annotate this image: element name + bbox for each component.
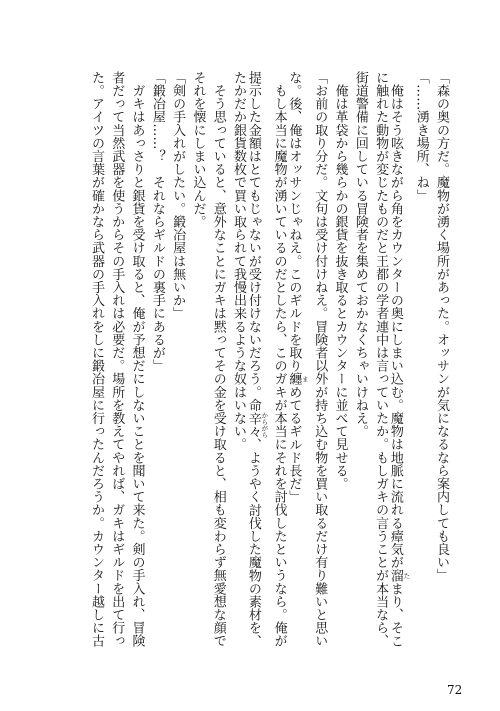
- line-text: 街道警備に回している冒険者を集めておかなくちゃいけねえ。: [352, 71, 368, 438]
- ruby-base: 纏: [286, 372, 302, 386]
- ruby-base: 溜: [387, 568, 403, 582]
- line-text: 「……湧き場所、ね」: [413, 71, 429, 202]
- line-text: な。後、俺はオッサンじゃねえ。このギルドを取り: [286, 71, 302, 373]
- text-line: [410, 71, 430, 661]
- ruby-annotation: [245, 411, 269, 438]
- ruby-reading: からがら: [260, 411, 269, 438]
- text-line: [309, 71, 329, 661]
- line-text: 「剣の手入れがしたい。鍛冶屋は無いか」: [170, 71, 186, 320]
- ruby-reading: た: [402, 568, 411, 582]
- text-line: [86, 71, 106, 661]
- line-text: それを懐にしまい込んだ。: [190, 71, 206, 229]
- text-line: [126, 71, 146, 661]
- text-line: [329, 71, 349, 661]
- text-line: [370, 71, 390, 661]
- line-text: 提示した金額はとてもじゃないが受け付けないだろう。命: [245, 71, 261, 412]
- line-text: 者だって当然武器を使うからその手入れは必要だ。場所を教えてやれば、ガキはギルドを出て行っ: [109, 71, 125, 648]
- line-text: たかだか銀貨数枚で買い取られて我慢出来るような奴はいない。: [231, 71, 247, 451]
- ruby-annotation: [387, 568, 411, 582]
- text-line: [147, 71, 167, 661]
- line-text: 「森の奥の方だ。魔物が湧く場所があった。オッサンが気になるなら案内しても良い」: [434, 71, 449, 582]
- line-text: 「鍛冶屋……？ それならギルドの裏手にあるが」: [149, 71, 165, 373]
- text-line: [187, 71, 207, 661]
- text-line: [245, 71, 269, 661]
- line-text: もし本当に魔物が湧いているのだとしたら、このガキが本当にそれを討伐したというなら。俺が: [271, 71, 287, 648]
- line-text: 「お前の取り分だ。文句は受け付けねえ。冒険者以外が持ち込む物を買い取るだけ有り難いと思い: [312, 71, 328, 648]
- text-line: [106, 71, 126, 661]
- line-text: まり、そこ: [387, 581, 403, 648]
- vertical-text-body: [86, 71, 451, 661]
- text-line: [350, 71, 370, 661]
- line-text: ガキはあっさりと銀貨を受け取ると、俺が予想だにしないことを聞いて来た。剣の手入れ、冒険: [129, 71, 145, 648]
- text-line: [207, 71, 227, 661]
- line-text: そう思っていると、意外なことにガキは黙ってその金を受け取ると、相も変わらず無愛想な顔で: [210, 71, 226, 648]
- line-text: 俺は革袋から幾らかの銀貨を抜き取るとカウンターに並べて見せる。: [332, 71, 348, 491]
- line-text: めてるギルド長だ」: [286, 385, 302, 504]
- text-line: [286, 71, 309, 661]
- line-text: 、ようやく討伐した魔物の素材を、: [245, 437, 261, 648]
- ruby-reading: ま: [300, 372, 309, 386]
- line-text: た。アイツの言葉が確かなら武器の手入れをしに鍛冶屋に行ったんだろうか。カウンター越しに古: [88, 71, 104, 648]
- text-line: [431, 71, 451, 661]
- text-line: [268, 71, 288, 661]
- line-text: 俺はそう呟きながら角をカウンターの奥にしまい込む。魔物は地脈に流れる瘴気が: [387, 71, 403, 569]
- line-text: に触れた動物が変じたものだと王都の学者連中は言っていたか。もしガキの言うことが本当なら、: [373, 71, 389, 648]
- text-line: [387, 71, 411, 661]
- page-number: 72: [447, 683, 463, 697]
- ruby-base: 辛々: [245, 411, 261, 438]
- ruby-annotation: [286, 372, 309, 386]
- text-line: [167, 71, 187, 661]
